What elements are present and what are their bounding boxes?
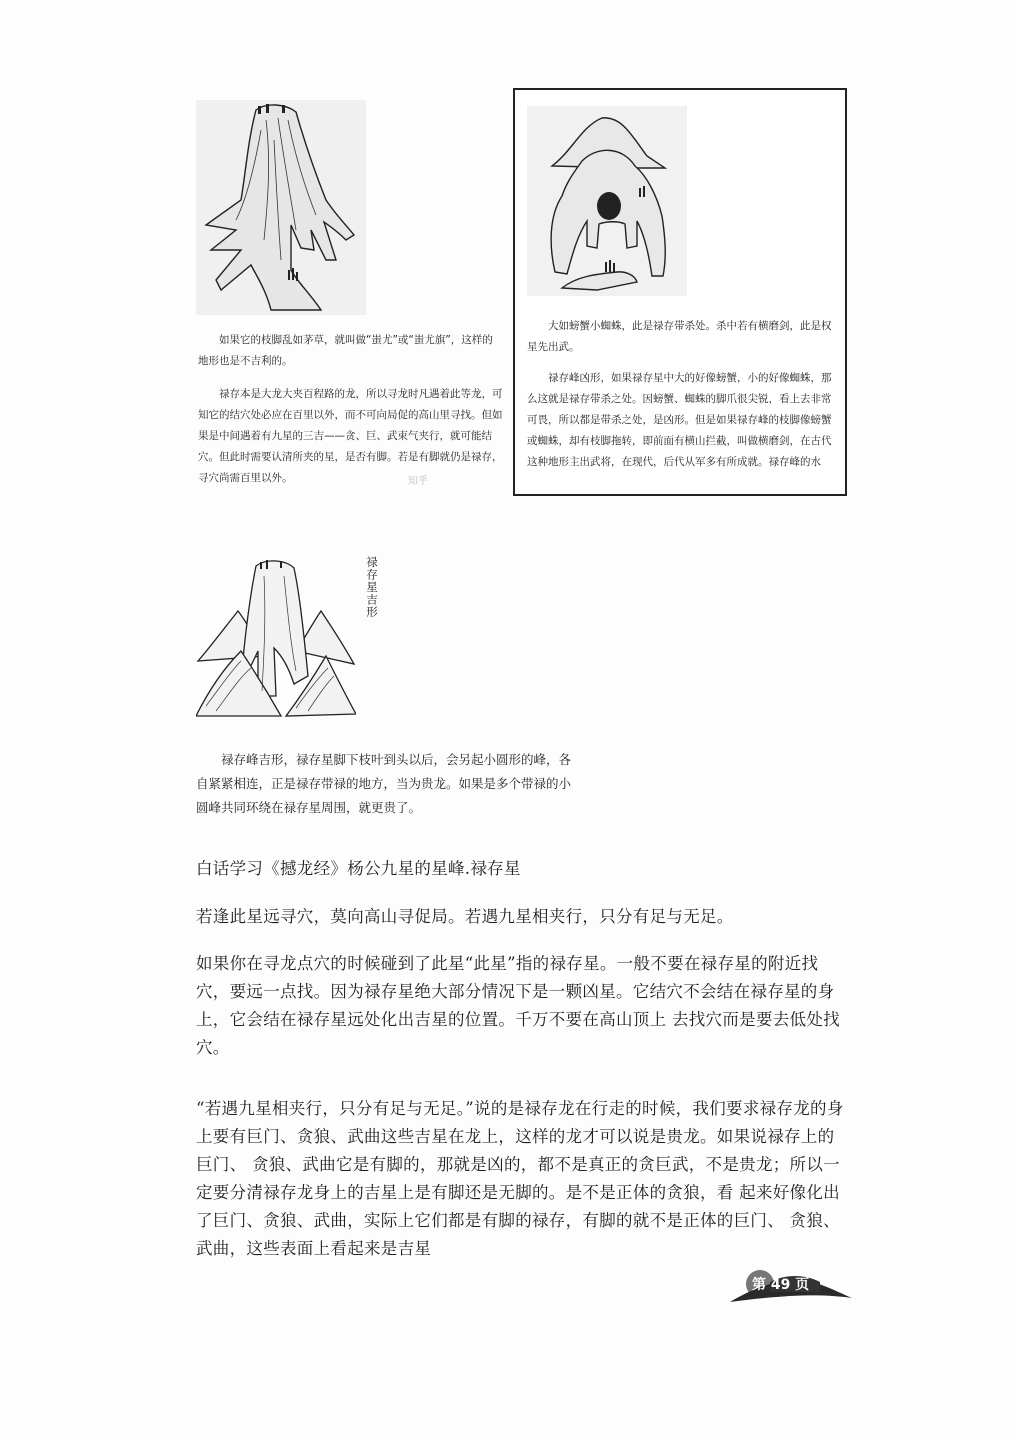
paragraph-lucun-intro: 禄存本是大龙大夹百程路的龙，所以寻龙时凡遇着此等龙，可知它的结穴处必应在百里以外，而不可向局促的高山里寻找。但如果是中间遇着有九星的三吉——贪、巨、武束气夹行，就可能结穴。但此时需要认清所夹的星，是否有脚。若是有脚就仍是禄存，寻穴尚需百里以外。 <box>198 388 503 484</box>
caption-crab <box>527 316 833 358</box>
mountain-illustration-crab <box>527 106 687 296</box>
boxed-panel <box>513 88 847 496</box>
body-paragraph-1 <box>196 950 851 1062</box>
paragraph-crab-verse: 大如螃蟹小蜘蛛，此是禄存带杀处。杀中若有横磨剑，此是权星先出武。 <box>527 320 832 353</box>
body-paragraph-1-text: 如果你在寻龙点穴的时候碰到了此星“此星”指的禄存星。一般不要在禄存星的附近找穴，要远一点找。因为禄存星绝大部分情况下是一颗凶星。它结穴不会结在禄存星的身上，它会结在禄存星远处化出吉星的位置。千万不要在高山顶上 去找穴而是要去低处找穴。 <box>196 954 840 1057</box>
section-title-text: 白话学习《撼龙经》杨公九星的星峰.禄存星 <box>196 859 521 878</box>
text-block-crab <box>527 368 833 473</box>
text-block-auspicious <box>196 748 576 820</box>
section-title <box>196 855 846 883</box>
verse-text: 若逢此星远寻穴，莫向高山寻促局。若遇九星相夹行，只分有足与无足。 <box>196 907 734 926</box>
watermark: 知乎 <box>408 476 428 487</box>
body-paragraph-2-text: “若遇九星相夹行，只分有足与无足。”说的是禄存龙在行走的时候，我们要求禄存龙的身 上要有巨门、贪狼、武曲这些吉星在龙上，这样的龙才可以说是贵龙。如果说禄存上的巨门、 贪狼、武曲它是有脚的，那就是凶的，都不是真正的贪巨武，不是贵龙；所以一定要分清禄存龙身上的吉星上是有脚还是无脚的。是不是正体的贪狼，看 起来好像化出了巨门、贪狼、武曲，实际上它们都是有脚的禄存，有脚的就不是正体的巨门、 贪狼、武曲，这些表面上看起来是吉星 <box>196 1099 844 1258</box>
mountain-illustration-auspicious <box>196 556 356 726</box>
paragraph-auspicious: 禄存峰吉形，禄存星脚下枝叶到头以后，会另起小圆形的峰，各自紧紧相连，正是禄存带禄的地方，当为贵龙。如果是多个带禄的小圆峰共同环绕在禄存星周围，就更贵了。 <box>196 752 572 815</box>
page-number: 第 49 页 <box>752 1277 810 1293</box>
body-paragraph-2 <box>196 1095 851 1263</box>
figure-vertical-label: 禄存星吉形 <box>365 556 379 619</box>
paragraph-crab-explanation: 禄存峰凶形，如果禄存星中大的好像螃蟹，小的好像蜘蛛，那么这就是禄存带杀之处。因螃蟹、蜘蛛的脚爪很尖锐，看上去非常可畏，所以都是带杀之处，是凶形。但是如果禄存峰的枝脚像螃蟹或蜘蛛，却有枝脚拖转，即前面有横山拦截，叫做横磨剑，在古代这种地形主出武将，在现代，后代从军多有所成就。禄存峰的水 <box>527 372 832 468</box>
paragraph-chiyou: 如果它的枝脚乱如茅草，就叫做“蚩尤”或“蚩尤旗”，这样的地形也是不吉利的。 <box>198 334 493 367</box>
caption-chiyou <box>198 330 503 372</box>
verse-block <box>196 903 846 931</box>
text-block-lucun-intro <box>198 384 503 489</box>
page-number-badge <box>730 1268 852 1308</box>
mountain-illustration-chiyou <box>196 100 366 315</box>
